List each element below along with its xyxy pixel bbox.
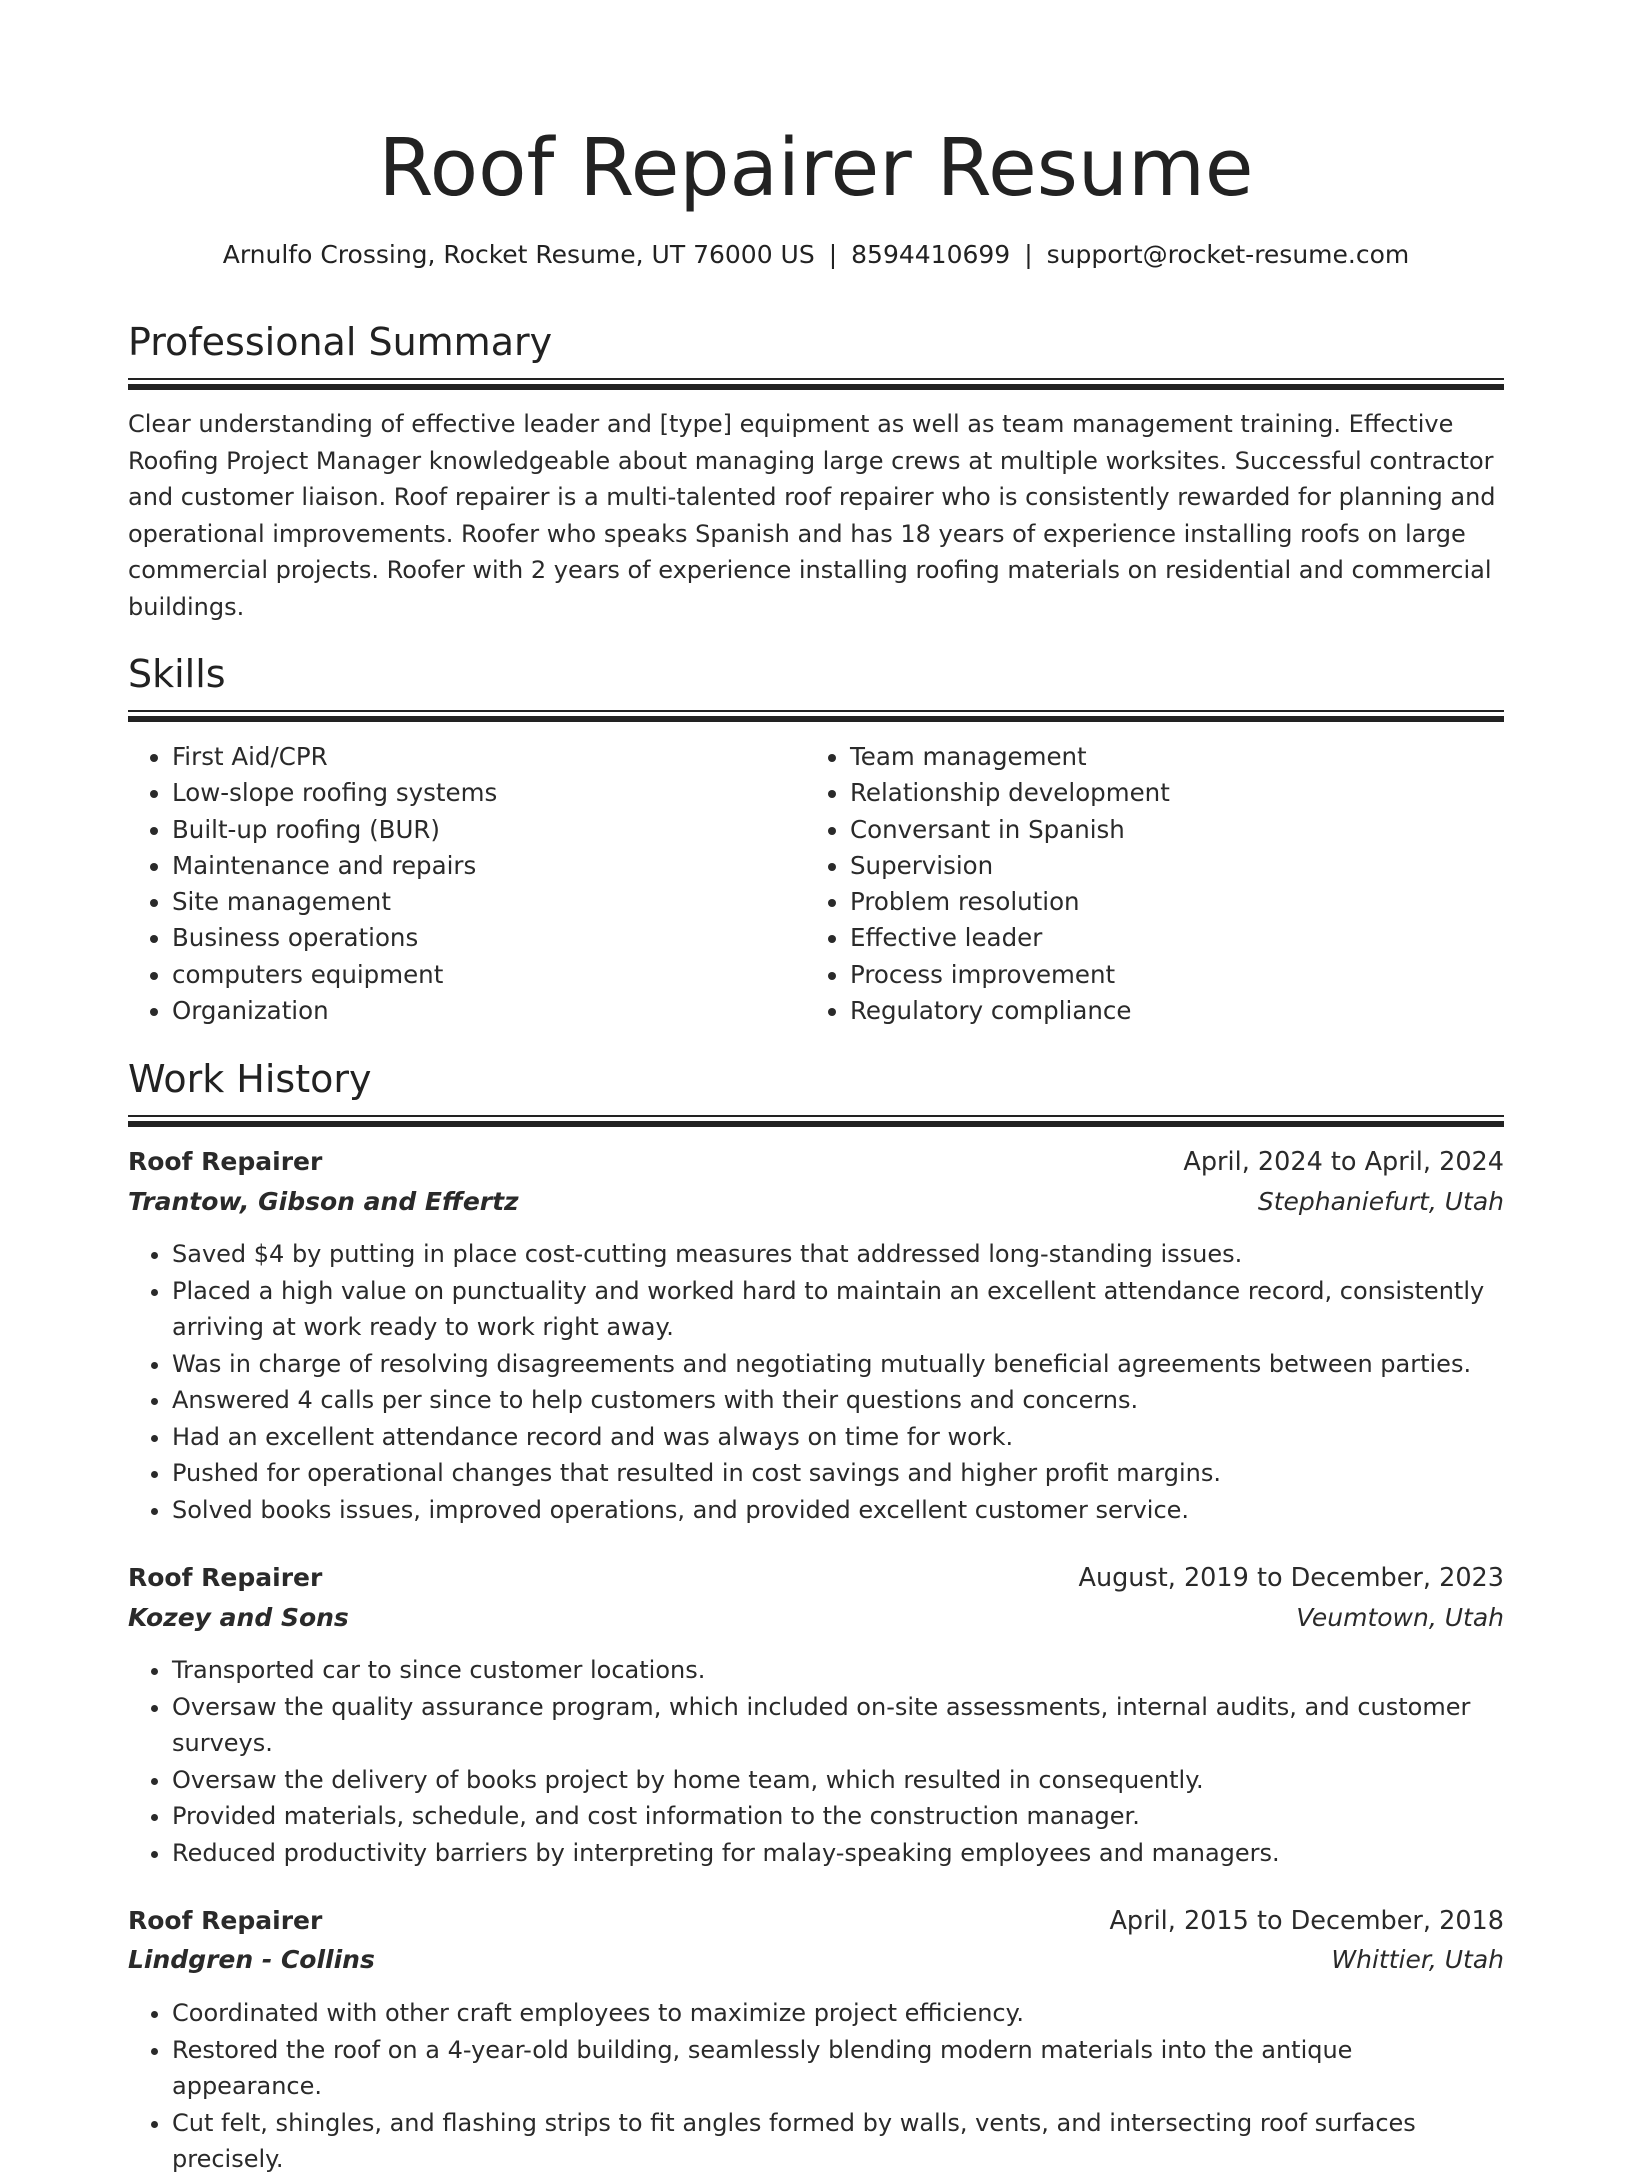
- job-bullet: • Transported car to since customer locations.: [172, 1652, 1504, 1689]
- skills-heading: Skills: [128, 652, 226, 696]
- summary-heading: Professional Summary: [128, 320, 553, 364]
- skill-item: • Business operations: [172, 920, 806, 956]
- job-bullet: • Coordinated with other craft employees to maximize project efficiency.: [172, 1995, 1504, 2032]
- job-location: Veumtown, Utah: [1296, 1603, 1504, 1632]
- section-divider: [128, 1115, 1504, 1127]
- job-title: Roof Repairer: [128, 1906, 323, 1935]
- job-bullet: • Was in charge of resolving disagreements and negotiating mutually beneficial agreements between parties.: [172, 1346, 1504, 1383]
- job-location: Stephaniefurt, Utah: [1257, 1187, 1504, 1216]
- job-bullet: • Solved books issues, improved operations, and provided excellent customer service.: [172, 1492, 1504, 1529]
- job-dates: August, 2019 to December, 2023: [1078, 1563, 1504, 1593]
- job-bullet: • Oversaw the quality assurance program, which included on-site assessments, internal audits, and customer surveys.: [172, 1689, 1504, 1762]
- contact-address: Arnulfo Crossing, Rocket Resume, UT 76000 US: [222, 240, 815, 269]
- job-bullet: • Placed a high value on punctuality and worked hard to maintain an excellent attendance record, consistently arriving at work ready to work right away.: [172, 1273, 1504, 1346]
- skills-list-right: [806, 739, 1504, 1029]
- skill-item: • Conversant in Spanish: [850, 812, 1504, 848]
- contact-separator: |: [1024, 240, 1033, 269]
- section-divider: [128, 378, 1504, 390]
- skill-item: • Process improvement: [850, 957, 1504, 993]
- resume-title: Roof Repairer Resume: [378, 122, 1254, 214]
- skill-item: • Built-up roofing (BUR): [172, 812, 806, 848]
- summary-text: Clear understanding of effective leader and [type] equipment as well as team management training. Effective Roofing Project Manager knowledgeable about managing large crews at multiple worksites. Successful contractor and customer liaison. Roof repairer is a multi-talented roof repairer who is consistently rewarded for planning and operational improvements. Roofer who speaks Spanish and has 18 years of experience installing roofs on large commercial projects. Roofer with 2 years of experience installing roofing materials on residential and commercial buildings.: [128, 410, 1496, 621]
- job-company: Trantow, Gibson and Effertz: [128, 1187, 519, 1216]
- job-bullet: • Had an excellent attendance record and was always on time for work.: [172, 1419, 1504, 1456]
- skill-item: • First Aid/CPR: [172, 739, 806, 775]
- job-title: Roof Repairer: [128, 1563, 323, 1592]
- job-bullet: • Reduced productivity barriers by interpreting for malay-speaking employees and managers.: [172, 1835, 1504, 1872]
- job-bullet-list: [128, 1652, 1504, 1871]
- job-bullet-list: [128, 1236, 1504, 1528]
- contact-line: [128, 238, 1504, 272]
- skill-item: • Team management: [850, 739, 1504, 775]
- skill-item: • Problem resolution: [850, 884, 1504, 920]
- skill-item: • Regulatory compliance: [850, 993, 1504, 1029]
- job-bullet: • Pushed for operational changes that resulted in cost savings and higher profit margins.: [172, 1455, 1504, 1492]
- job-bullet: • Provided materials, schedule, and cost information to the construction manager.: [172, 1798, 1504, 1835]
- skills-list-left: [128, 739, 806, 1029]
- skill-item: • Effective leader: [850, 920, 1504, 956]
- skill-item: • Site management: [172, 884, 806, 920]
- skill-item: • Low-slope roofing systems: [172, 775, 806, 811]
- skill-item: • Maintenance and repairs: [172, 848, 806, 884]
- job-bullet-list: [128, 1995, 1504, 2178]
- job-bullet: • Answered 4 calls per since to help customers with their questions and concerns.: [172, 1382, 1504, 1419]
- section-divider: [128, 710, 1504, 722]
- job-title: Roof Repairer: [128, 1147, 323, 1176]
- skill-item: • Relationship development: [850, 775, 1504, 811]
- job-dates: April, 2015 to December, 2018: [1109, 1906, 1504, 1936]
- skill-item: • Supervision: [850, 848, 1504, 884]
- job-company: Lindgren - Collins: [128, 1945, 375, 1974]
- job-location: Whittier, Utah: [1331, 1945, 1504, 1974]
- job-bullet: • Saved $4 by putting in place cost-cutting measures that addressed long-standing issues.: [172, 1236, 1504, 1273]
- work-heading: Work History: [128, 1057, 372, 1101]
- job-bullet: • Cut felt, shingles, and flashing strips to fit angles formed by walls, vents, and intersecting roof surfaces precisely.: [172, 2105, 1504, 2178]
- job-bullet: • Oversaw the delivery of books project by home team, which resulted in consequently.: [172, 1762, 1504, 1799]
- contact-email[interactable]: support@rocket-resume.com: [1046, 240, 1410, 269]
- job-bullet: • Restored the roof on a 4-year-old building, seamlessly blending modern materials into the antique appearance.: [172, 2032, 1504, 2105]
- job-company: Kozey and Sons: [128, 1603, 349, 1632]
- contact-separator: |: [828, 240, 838, 269]
- skill-item: • computers equipment: [172, 957, 806, 993]
- job-dates: April, 2024 to April, 2024: [1183, 1147, 1504, 1177]
- contact-phone: 8594410699: [851, 240, 1011, 269]
- skill-item: • Organization: [172, 993, 806, 1029]
